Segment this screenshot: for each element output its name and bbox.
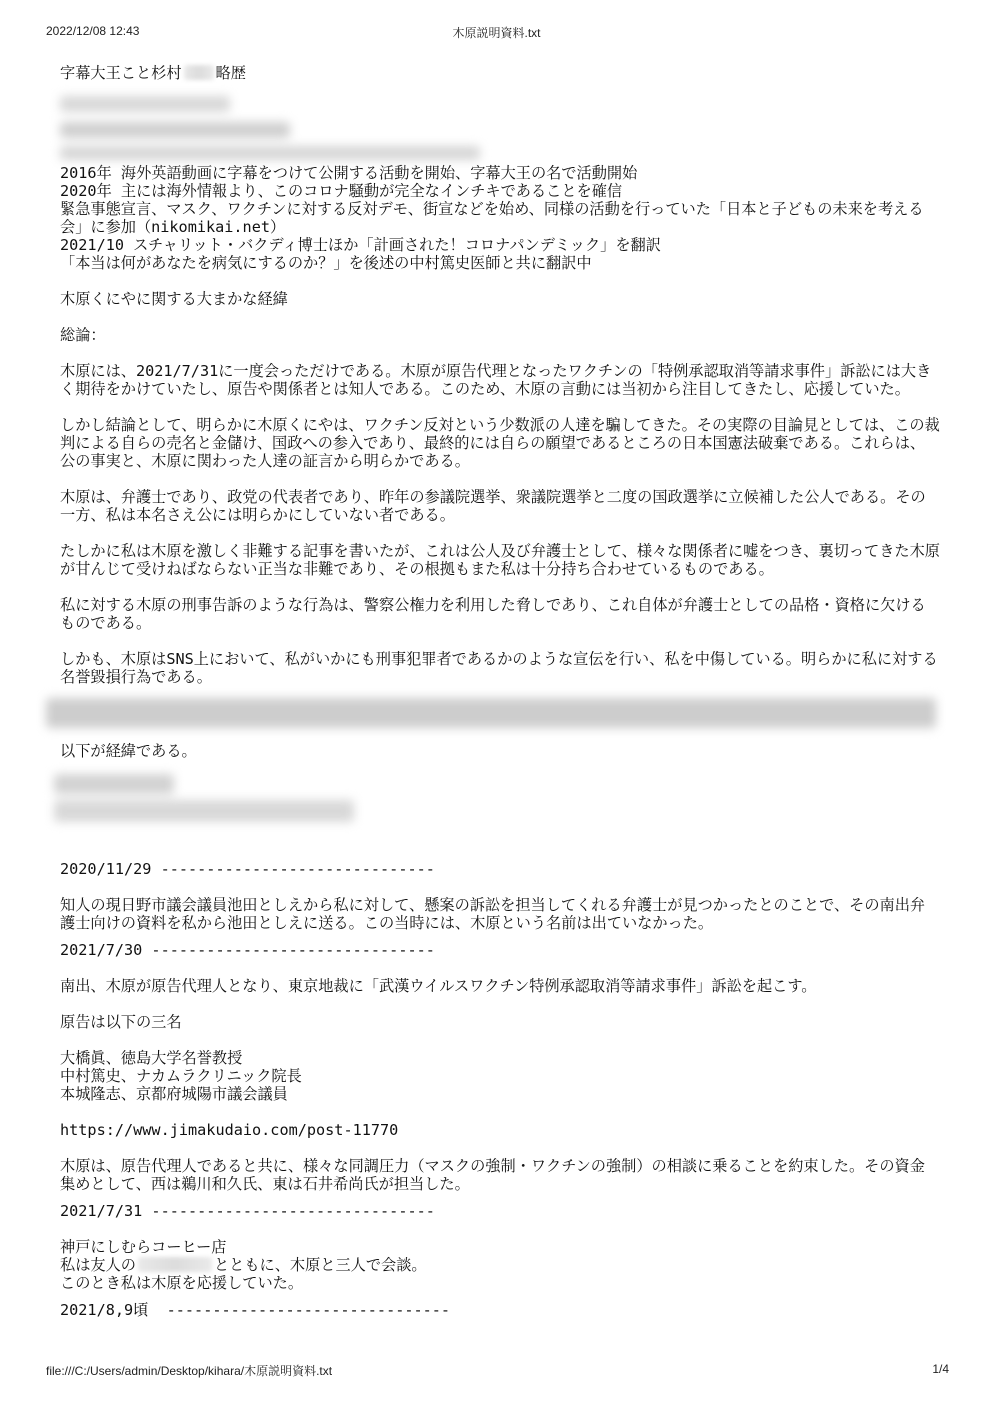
redacted-block-3 bbox=[54, 770, 940, 832]
redacted-name bbox=[184, 65, 214, 80]
print-title: 木原説明資料.txt bbox=[452, 26, 541, 40]
profile-heading bbox=[60, 64, 940, 82]
timeline-paragraph: 神戸にしむらコーヒー店 bbox=[60, 1238, 227, 1256]
profile-heading-suffix: 略歴 bbox=[215, 64, 246, 82]
followup-text: 以下が経緯である。 bbox=[60, 742, 197, 760]
profile-heading-prefix: 字幕大王こと杉村 bbox=[60, 64, 182, 82]
profile-line: 2020年 主には海外情報より、このコロナ騒動が完全なインチキであることを確信 bbox=[60, 182, 623, 200]
section-title: 木原くにやに関する大まかな経緯 bbox=[60, 290, 288, 308]
profile-line: 2021/10 スチャリット・バクディ博士ほか「計画された！コロナパンデミック」を翻訳 bbox=[60, 236, 661, 254]
print-datetime: 2022/12/08 12:43 bbox=[46, 24, 140, 38]
profile-line: 緊急事態宣言、マスク、ワクチンに対する反対デモ、街宣などを始め、同様の活動を行っていた「日本と子どもの未来を考える会」に参加（nikomikai.net） bbox=[60, 200, 924, 236]
meeting-line bbox=[60, 1256, 940, 1274]
timeline-date: 2021/7/31 ------------------------------- bbox=[60, 1202, 435, 1220]
redacted-block-1 bbox=[60, 88, 940, 164]
profile-line: 「本当は何があなたを病気にするのか？」を後述の中村篤史医師と共に翻訳中 bbox=[60, 254, 592, 272]
timeline-paragraph: 木原は、原告代理人であると共に、様々な同調圧力（マスクの強制・ワクチンの強制）の相談に乗ることを約束した。その資金集めとして、西は鵜川和久氏、東は石井希尚氏が担当した。 bbox=[60, 1157, 925, 1193]
document-body bbox=[60, 64, 940, 1319]
overview-paragraph: 私に対する木原の刑事告訴のような行為は、警察公権力を利用した脅しであり、これ自体が弁護士としての品格・資格に欠けるものである。 bbox=[60, 596, 926, 632]
print-header bbox=[0, 24, 993, 42]
section-label: 総論： bbox=[60, 326, 106, 344]
redacted-friend-name bbox=[138, 1257, 212, 1272]
overview-paragraph: 木原には、2021/7/31に一度会っただけである。木原が原告代理となったワクチンの「特例承認取消等請求事件」訴訟には大きく期待をかけていたし、原告や関係者とは知人である。このため、木原の言動には当初から注目してきたし、応援していた。 bbox=[60, 362, 932, 398]
overview-paragraph: 木原は、弁護士であり、政党の代表者であり、昨年の参議院選挙、衆議院選挙と二度の国政選挙に立候補した公人である。その一方、私は本名さえ公には明らかにしていない者である。 bbox=[60, 488, 926, 524]
timeline-paragraph: 知人の現日野市議会議員池田としえから私に対して、懸案の訴訟を担当してくれる弁護士が見つかったとのことで、その南出弁護士向けの資料を私から池田としえに送る。この当時には、木原という名前は出ていなかった。 bbox=[60, 896, 926, 932]
timeline-paragraph: 原告は以下の三名 bbox=[60, 1013, 182, 1031]
timeline-paragraph: 南出、木原が原告代理人となり、東京地裁に「武漢ウイルスワクチン特例承認取消等請求事件」訴訟を起こす。 bbox=[60, 977, 817, 995]
timeline-paragraph: このとき私は木原を応援していた。 bbox=[60, 1274, 303, 1292]
overview-paragraph: たしかに私は木原を激しく非難する記事を書いたが、これは公人及び弁護士として、様々な関係者に嘘をつき、裏切ってきた木原が甘んじて受けねばならない正当な非難であり、その根拠もまた私は十分持ち合わせているものである。 bbox=[60, 542, 940, 578]
page-number: 1/4 bbox=[932, 1362, 949, 1376]
timeline-date: 2021/7/30 ------------------------------- bbox=[60, 941, 435, 959]
overview-paragraph: しかし結論として、明らかに木原くにやは、ワクチン反対という少数派の人達を騙してきた。その実際の目論見としては、この裁判による自らの売名と金儲け、国政への参入であり、最終的には自らの願望であるところの日本国憲法破棄である。これらは、公の事実と、木原に関わった人達の証言から明らかである。 bbox=[60, 416, 940, 470]
profile-line: 2016年 海外英語動画に字幕をつけて公開する活動を開始、字幕大王の名で活動開始 bbox=[60, 164, 638, 182]
overview-paragraph: しかも、木原はSNS上において、私がいかにも刑事犯罪者であるかのような宣伝を行い、私を中傷している。明らかに私に対する名誉毀損行為である。 bbox=[60, 650, 938, 686]
timeline-date: 2020/11/29 ------------------------------ bbox=[60, 860, 435, 878]
print-footer bbox=[0, 1362, 993, 1380]
meeting-prefix: 私は友人の bbox=[60, 1256, 136, 1274]
source-url: https://www.jimakudaio.com/post-11770 bbox=[60, 1121, 399, 1139]
timeline-date: 2021/8,9頃 ------------------------------- bbox=[60, 1301, 451, 1319]
plaintiff-list: 大橋眞、徳島大学名誉教授 中村篤史、ナカムラクリニック院長 本城隆志、京都府城陽市議会議員 bbox=[60, 1049, 302, 1103]
meeting-suffix: とともに、木原と三人で会談。 bbox=[213, 1256, 427, 1274]
redacted-block-2 bbox=[46, 692, 940, 736]
print-file-path: file:///C:/Users/admin/Desktop/kihara/木原説明資料.txt bbox=[46, 1364, 333, 1378]
